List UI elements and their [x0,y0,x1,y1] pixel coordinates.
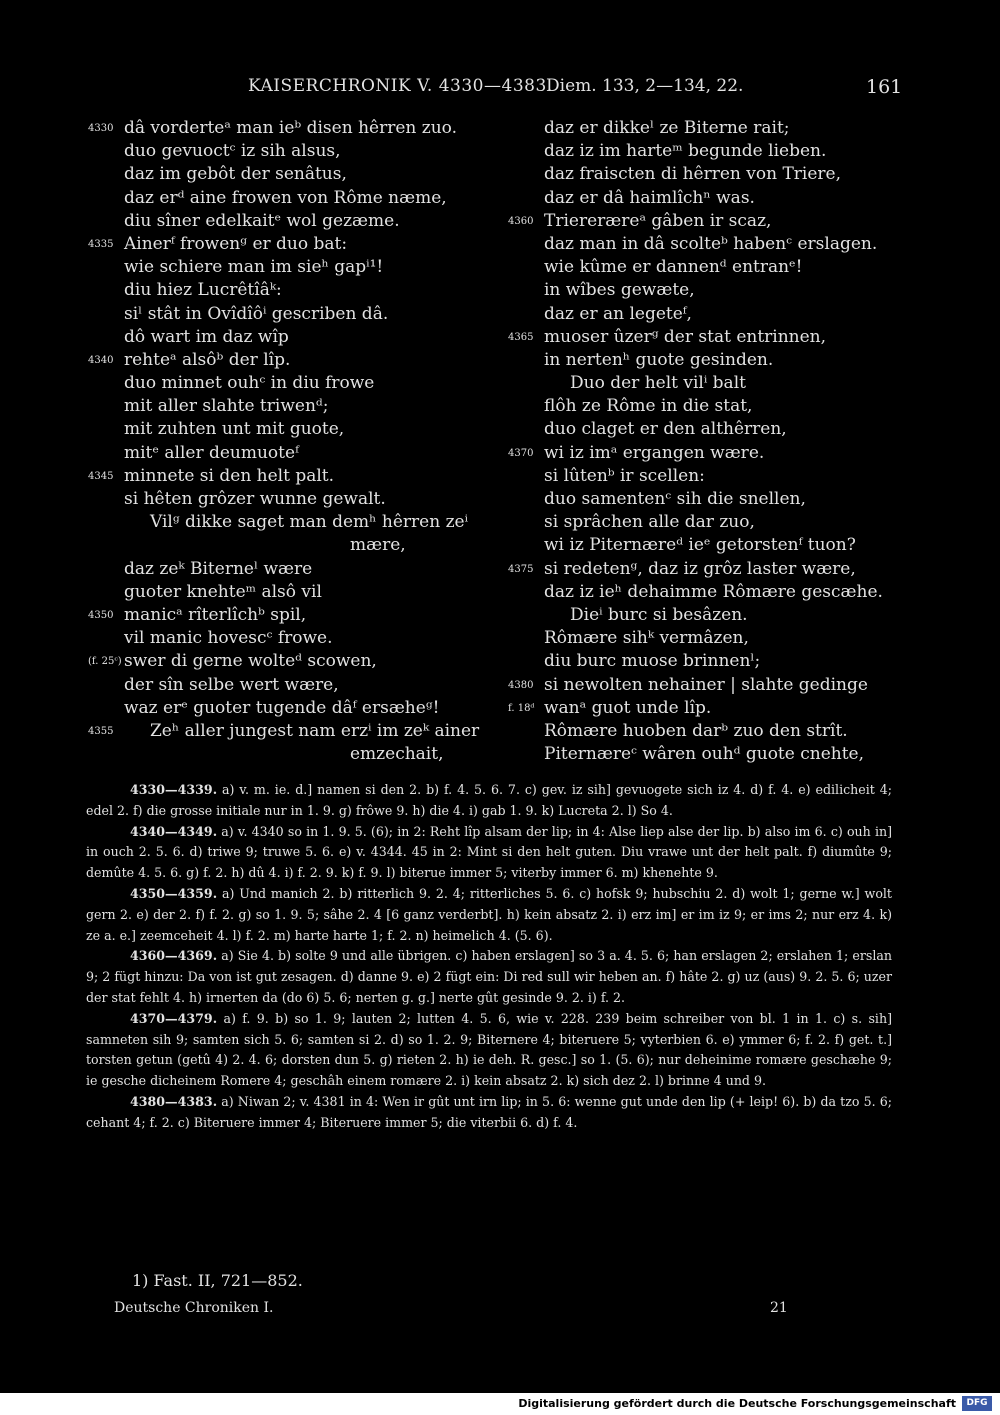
verse-text: waz erᵉ guoter tugende dâᶠ ersæheᵍ! [124,697,440,718]
line-number: 4340 [88,354,114,366]
verse-text: daz im gebôt der senâtus, [124,164,347,185]
verse-line [508,372,928,395]
signature-mark: 21 [770,1300,788,1316]
verse-line [88,326,500,349]
verse-line [508,697,928,720]
line-number: 4350 [88,609,114,621]
line-number: 4330 [88,123,114,134]
verse-line [508,534,928,557]
apparatus-range: 4330—4339. [130,782,218,797]
apparatus-range: 4370—4379. [130,1010,218,1026]
verse-text: daz zeᵏ Biterneˡ wære [124,558,313,579]
verse-line [508,604,928,627]
verse-line [88,303,500,326]
apparatus-notes: a) v. 4340 so in 1. 9. 5. (6); in 2: Reht lîp alsam der lip; in 4: Alse liep alse der lip. b) also im 6. c) ouh in] in ouch 2. 5. 6. d) triwe 9; truwe 5. 6. e) v. 4344. 45 in 2: Mint si den helt guten. Diu vrawe unt der helt palt. f) diumûte 9; demûte 4. 5. 6. g) f. 2. h) dû 4. i) f. 2. 9. k) f. 9. l) biterue immer 5; viterby immer 6. m) khenehte 9. [86,823,892,881]
verse-line [88,163,500,186]
verse-line [508,210,928,233]
verse-text: daz iz im harteᵐ begunde lieben. [544,141,827,162]
line-number: (f. 25ᶜ) [88,656,122,668]
verse-text: duo samentenᶜ sih die snellen, [544,489,806,509]
verse-text: in nertenʰ guote gesinden. [544,349,774,370]
verse-line [88,697,500,720]
verse-text: dâ vorderteᵃ man ieᵇ disen hêrren zuo. [124,118,457,138]
right-text-column [508,117,928,766]
dfg-logo: DFG [962,1396,992,1411]
verse-line [508,279,928,302]
line-number: f. 18ᵈ [508,702,535,714]
apparatus-entry [86,946,892,1008]
verse-text: dô wart im daz wîp [124,326,289,347]
verse-text: si sprâchen alle dar zuo, [544,512,755,533]
apparatus-notes: a) f. 9. b) so 1. 9; lauten 2; lutten 4. 5. 6, wie v. 228. 239 beim schreiber von bl. 1 in 1. c) s. sih] samneten sih 9; samten sich 5. 6; samten si 2. d) so 1. 2. 9; Biternere 4; biteruere 5; vyterbien 6. e) ymmer 6; f. 2. f) get. t.] torsten getun (getû 4) 2. 4. 6; dorsten dun 5. g) rieten 2. h) ie deh. R. gesc.] so 1. (5. 6); nur deheinime romære geschæhe 9; ie gesche dicheinem Romere 4; geschâh einem romære 2. i) kein absatz 2. k) sich dez 2. l) brinne 4 und 9. [86,1010,892,1089]
verse-text: mære, [350,535,406,556]
line-number: 4365 [508,331,534,343]
verse-text: rehteᵃ alsôᵇ der lîp. [124,349,291,370]
verse-line [88,627,500,650]
verse-line [508,581,928,604]
verse-line [508,117,928,140]
verse-text: Duo der helt vilⁱ balt [570,373,746,394]
verse-text: si lûtenᵇ ir scellen: [544,465,705,486]
verse-text: Rômære sihᵏ vermâzen, [544,628,749,649]
verse-text: siˡ stât in Ovîdîôⁱ gescriben dâ. [124,303,389,324]
line-number: 4335 [88,238,114,250]
verse-text: mit zuhten unt mit guote, [124,419,345,440]
verse-line [88,674,500,697]
verse-text: si hêten grôzer wunne gewalt. [124,489,386,509]
verse-text: mit aller slahte triwenᵈ; [124,396,329,417]
left-text-column [88,117,500,766]
verse-line [508,743,928,766]
line-number: 4360 [508,215,534,227]
verse-line [88,511,500,534]
verse-text: si redetenᵍ, daz iz grôz laster wære, [544,558,856,579]
verse-line [508,303,928,326]
verse-line [508,349,928,372]
verse-text: Zeʰ aller jungest nam erzⁱ im zeᵏ ainer [150,720,480,741]
verse-text: wie kûme er dannenᵈ entranᵉ! [544,257,803,278]
verse-text: flôh ze Rôme in die stat, [544,396,753,417]
verse-text: muoser ûzerᵍ der stat entrinnen, [544,326,827,347]
apparatus-entry [86,884,892,946]
apparatus-range: 4380—4383. [130,1093,218,1109]
verse-text: daz er an legeteᶠ, [544,303,692,324]
verse-text: daz fraiscten di hêrren von Triere, [544,164,842,185]
verse-line [88,256,500,279]
verse-line [88,418,500,441]
verse-text: emzechait, [350,744,444,765]
apparatus-range: 4350—4359. [130,885,218,901]
verse-text: wie schiere man im sieʰ gapⁱ¹! [124,257,384,278]
verse-line [508,233,928,256]
verse-line [88,395,500,418]
verse-text: guoter knehteᵐ alsô vil [124,581,322,602]
apparatus-range: 4340—4349. [130,823,218,839]
verse-line [88,210,500,233]
verse-text: wi iz imᵃ ergangen wære. [544,442,765,463]
line-number: 4375 [508,563,534,575]
verse-text: duo minnet ouhᶜ in diu frowe [124,373,375,394]
apparatus-entry [86,780,892,822]
verse-text: der sîn selbe wert wære, [124,674,339,695]
verse-text: Vilᵍ dikke saget man demʰ hêrren zeⁱ [150,512,469,533]
verse-text: daz iz ieʰ dehaimme Rômære gescæhe. [544,581,883,602]
verse-text: Rômære huoben darᵇ zuo den strît. [544,720,848,741]
verse-text: daz er dâ haimlîchⁿ was. [544,187,755,208]
verse-line [508,187,928,210]
line-number: 4355 [88,725,114,737]
verse-line [508,442,928,465]
verse-line [88,140,500,163]
verse-text: Ainerᶠ frowenᵍ er duo bat: [124,233,348,254]
critical-apparatus [86,780,892,1134]
funding-banner [0,1393,1000,1415]
verse-line [88,442,500,465]
line-number: 4380 [508,679,534,691]
verse-line [88,604,500,627]
page-reference: Diem. 133, 2—134, 22. [546,76,744,96]
verse-line [508,256,928,279]
footer-series-title: Deutsche Chroniken I. [114,1300,274,1316]
apparatus-entry [86,1009,892,1092]
verse-text: daz er dikkeˡ ze Biterne rait; [544,118,790,138]
verse-text: diu sîner edelkaitᵉ wol gezæme. [124,210,400,231]
verse-text: swer di gerne wolteᵈ scowen, [124,651,377,672]
verse-line [508,627,928,650]
verse-text: wi iz Piternæreᵈ ieᵉ getorstenᶠ tuon? [544,535,856,556]
verse-line [508,163,928,186]
running-header [0,76,1000,102]
verse-line [88,233,500,256]
verse-text: daz man in dâ scolteᵇ habenᶜ erslagen. [544,233,878,254]
verse-line [88,558,500,581]
verse-line [508,511,928,534]
apparatus-entry [86,822,892,884]
verse-text: diu burc muose brinnenˡ; [544,651,761,672]
verse-text: duo claget er den althêrren, [544,419,787,440]
verse-text: wanᵃ guot unde lîp. [544,697,712,718]
verse-line [88,187,500,210]
verse-line [508,650,928,673]
verse-text: manicᵃ rîterlîchᵇ spil, [124,604,307,625]
line-number: 4370 [508,447,534,459]
apparatus-range: 4360—4369. [130,948,218,964]
verse-line [508,488,928,511]
verse-text: Piternæreᶜ wâren ouhᵈ guote cnehte, [544,744,864,765]
verse-line [88,650,500,673]
line-number: 4345 [88,470,114,482]
verse-line [508,465,928,488]
verse-text: diu hiez Lucrêtîâᵏ: [124,280,282,301]
footnote: 1) Fast. II, 721—852. [132,1271,303,1290]
verse-text: daz erᵈ aine frowen von Rôme næme, [124,187,447,208]
running-title: KAISERCHRONIK V. 4330—4383. [248,76,553,96]
verse-line [88,117,500,140]
verse-line [88,581,500,604]
verse-text: in wîbes gewæte, [544,280,695,301]
verse-line [508,140,928,163]
verse-text: minnete si den helt palt. [124,465,335,486]
verse-text: vil manic hovescᶜ frowe. [124,628,333,649]
verse-line [88,465,500,488]
apparatus-notes: a) v. m. ie. d.] namen si den 2. b) f. 4. 5. 6. 7. c) gev. iz sih] gevuogete sich iz 4. d) f. 4. e) edilicheit 4; edel 2. f) die grosse initiale nur in 1. 9. g) frôwe 9. h) die 4. i) gab 1. 9. k) Lucreta 2. l) So 4. [86,782,892,818]
apparatus-notes: a) Niwan 2; v. 4381 in 4: Wen ir gût unt irn lip; in 5. 6: wenne gut unde den lip (+ leip! 6). b) da tzo 5. 6; cehant 4; f. 2. c) Biteruere immer 4; Biteruere immer 5; die viterbii 6. d) f. 4. [86,1093,892,1130]
apparatus-notes: a) Sie 4. b) solte 9 und alle übrigen. c) haben erslagen] so 3 a. 4. 5. 6; han erslagen 2; erslahen 1; erslan 9; 2 fügt hinzu: Da von ist gut zesagen. d) danne 9. e) 2 fügt ein: Di red sull wir heben an. f) hâte 2. g) uz (aus) 9. 2. 5. 6; uzer der stat fehlt 4. h) irnerten da (do 6) 5. 6; nerten g. g.] nerte gût gesinde 9. 2. i) f. 2. [86,948,892,1005]
verse-line [508,326,928,349]
verse-text: duo gevuoctᶜ iz sih alsus, [124,141,341,162]
verse-line [88,349,500,372]
verse-line [508,720,928,743]
verse-line [508,674,928,697]
verse-line [88,488,500,511]
page-number: 161 [866,76,903,98]
funding-text: Digitalisierung gefördert durch die Deutsche Forschungsgemeinschaft [518,1397,956,1410]
verse-line [88,720,500,743]
verse-line [508,558,928,581]
apparatus-entry [86,1092,892,1134]
verse-line [508,395,928,418]
verse-line [88,743,500,766]
verse-text: si newolten nehainer | slahte gedinge [544,674,868,695]
apparatus-notes: a) Und manich 2. b) ritterlich 9. 2. 4; ritterliches 5. 6. c) hofsk 9; hubschiu 2. d) wolt 1; gerne w.] wolt gern 2. e) der 2. f) f. 2. g) so 1. 9. 5; sâhe 2. 4 [6 ganz verderbt]. h) kein absatz 2. i) erz im] er im iz 9; er ims 2; nur erz 4. k) ze a. e.] zeemceheit 4. l) f. 2. m) harte harte 1; f. 2. n) heimelich 4. (5. 6). [86,885,892,943]
verse-line [88,534,500,557]
verse-line [88,372,500,395]
verse-text: mitᵉ aller deumuoteᶠ [124,442,299,463]
verse-text: Dieⁱ burc si besâzen. [570,604,748,625]
verse-line [508,418,928,441]
verse-line [88,279,500,302]
verse-text: Triereræreᵃ gâben ir scaz, [544,210,772,231]
